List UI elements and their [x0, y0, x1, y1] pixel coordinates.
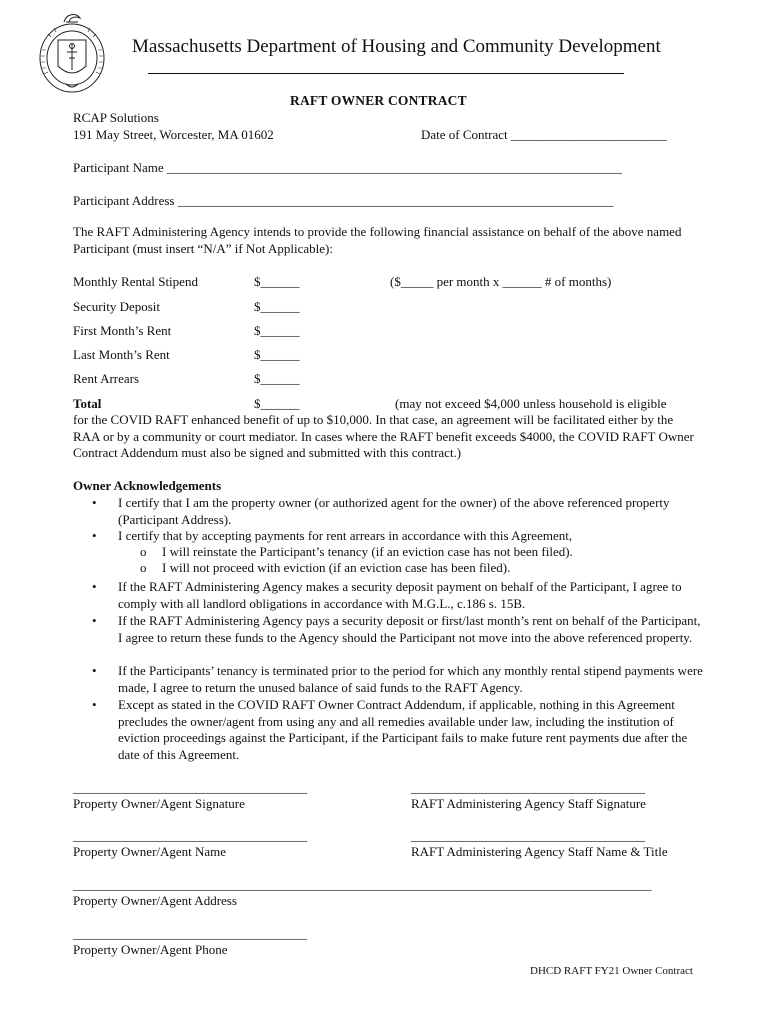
bullet: • — [92, 663, 97, 678]
last-month-rent-amount-field[interactable]: $______ — [254, 347, 300, 362]
row-label: Rent Arrears — [73, 371, 140, 386]
sub-item-text: I will not proceed with eviction (if an eviction case has been filed). — [162, 560, 511, 575]
acknowledgement-text: If the RAFT Administering Agency pays a security deposit or first/last month’s rent on behalf of the Participant, I agree to return these funds to the Agency should the Participant not move into the above referenced property. — [118, 613, 701, 645]
sub-item-text: I will reinstate the Participant’s tenancy (if an eviction case has not been filed). — [162, 544, 573, 559]
date-of-contract-field[interactable]: Date of Contract ________________________ — [421, 127, 667, 142]
owner-signature-line[interactable]: ____________________________________ — [73, 780, 307, 795]
row-label: Last Month’s Rent — [73, 347, 170, 362]
bullet: • — [92, 613, 97, 628]
agency-address: 191 May Street, Worcester, MA 01602 — [73, 127, 274, 142]
staff-signature-label: RAFT Administering Agency Staff Signature — [411, 796, 646, 811]
owner-address-line[interactable]: _________________________________________________________________________________________ — [73, 877, 652, 892]
staff-name-line[interactable]: ____________________________________ — [411, 828, 645, 843]
bullet: • — [92, 579, 97, 594]
row-label: Security Deposit — [73, 299, 161, 314]
total-note-line1: (may not exceed $4,000 unless household is eligible — [395, 396, 667, 411]
owner-signature-label: Property Owner/Agent Signature — [73, 796, 245, 811]
monthly-stipend-amount-field[interactable]: $______ — [254, 274, 300, 289]
massachusetts-seal-icon — [36, 10, 108, 96]
owner-phone-line[interactable]: ____________________________________ — [73, 926, 307, 941]
agency-name: RCAP Solutions — [73, 110, 159, 125]
bullet: • — [92, 495, 97, 510]
intro-paragraph: The RAFT Administering Agency intends to provide the following financial assistance on behalf of the above named Participant (must insert “N/A” if Not Applicable): — [73, 224, 682, 256]
acknowledgements-heading: Owner Acknowledgements — [73, 478, 222, 493]
participant-address-field[interactable]: Participant Address ___________________________________________________________________ — [73, 193, 614, 208]
staff-signature-line[interactable]: ____________________________________ — [411, 780, 645, 795]
owner-name-line[interactable]: ____________________________________ — [73, 828, 307, 843]
sub-bullet: o — [140, 560, 147, 575]
owner-name-label: Property Owner/Agent Name — [73, 844, 227, 859]
staff-name-label: RAFT Administering Agency Staff Name & Title — [411, 844, 668, 859]
contract-title: RAFT OWNER CONTRACT — [290, 93, 467, 108]
department-title: Massachusetts Department of Housing and Community Development — [132, 36, 661, 57]
title-underline — [148, 73, 624, 74]
owner-phone-label: Property Owner/Agent Phone — [73, 942, 228, 957]
acknowledgement-text: I certify that by accepting payments for rent arrears in accordance with this Agreement, — [118, 528, 573, 543]
total-label: Total — [73, 396, 102, 411]
rent-arrears-amount-field[interactable]: $______ — [254, 371, 300, 386]
security-deposit-amount-field[interactable]: $______ — [254, 299, 300, 314]
participant-name-field[interactable]: Participant Name ______________________________________________________________________ — [73, 160, 622, 175]
acknowledgement-text: Except as stated in the COVID RAFT Owner Contract Addendum, if applicable, nothing in this Agreement precludes the owner/agent from using any and all remedies available under law, including the institution of eviction proceedings against the Participant, if the Participant fails to make future rent payments due after the date of this Agreement. — [118, 697, 688, 762]
monthly-stipend-note-field[interactable]: ($_____ per month x ______ # of months) — [390, 274, 612, 289]
row-label: First Month’s Rent — [73, 323, 172, 338]
total-amount-field[interactable]: $______ — [254, 396, 300, 411]
bullet: • — [92, 528, 97, 543]
row-label: Monthly Rental Stipend — [73, 274, 198, 289]
owner-address-label: Property Owner/Agent Address — [73, 893, 237, 908]
acknowledgement-text: If the Participants’ tenancy is terminated prior to the period for which any monthly rental stipend payments were made, I agree to return the unused balance of said funds to the RAFT Agency. — [118, 663, 703, 695]
bullet: • — [92, 697, 97, 712]
acknowledgement-text: If the RAFT Administering Agency makes a security deposit payment on behalf of the Participant, I agree to comply with all landlord obligations in accordance with M.G.L., c.186 s. 15B. — [118, 579, 682, 611]
footer-form-id: DHCD RAFT FY21 Owner Contract — [530, 965, 693, 977]
sub-bullet: o — [140, 544, 147, 559]
total-note: for the COVID RAFT enhanced benefit of up to $10,000. In that case, an agreement will be facilitated either by the RAA or by a community or court mediator. In cases where the RAFT benefit exceeds $4000, the COVID RAFT Owner Contract Addendum must also be signed and submitted with this contract.) — [73, 412, 694, 460]
first-month-rent-amount-field[interactable]: $______ — [254, 323, 300, 338]
acknowledgement-text: I certify that I am the property owner (or authorized agent for the owner) of the above referenced property (Participant Address). — [118, 495, 670, 527]
